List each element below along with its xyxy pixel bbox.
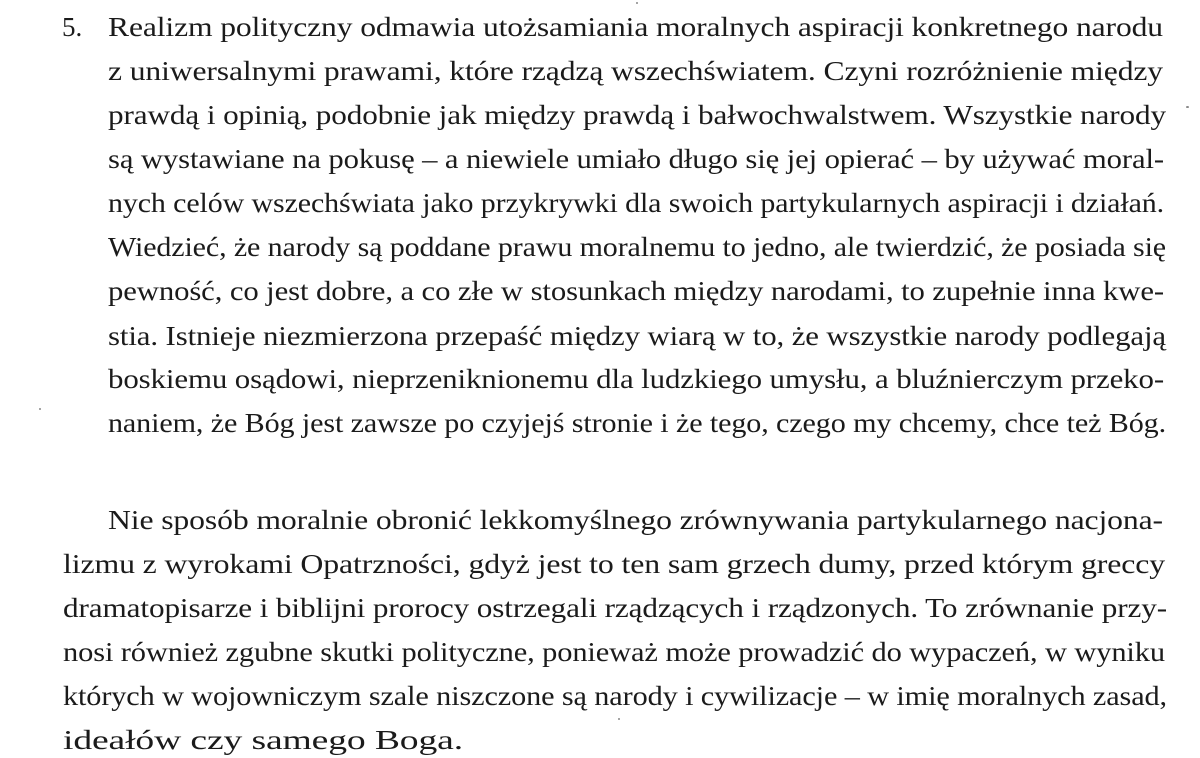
paragraph-line-5: których w wojowniczym szale niszczone są narody i cywilizacje – w imię moralnych zasad, bbox=[63, 681, 1167, 711]
paragraph-line-4: nosi również zgubne skutki polityczne, ponieważ może prowadzić do wypaczeń, w wyniku bbox=[63, 637, 1165, 667]
item-line-8: stia. Istnieje niezmierzona przepaść między wiarą w to, że wszystkie narody podlegają bbox=[108, 321, 1166, 351]
item-line-9: boskiemu osądowi, nieprzeniknionemu dla ludzkiego umysłu, a bluźnierczym przeko- bbox=[108, 364, 1164, 394]
scan-speck bbox=[636, 2, 638, 4]
item-line-5: nych celów wszechświata jako przykrywki dla swoich partykularnych aspiracji i działań. bbox=[108, 188, 1164, 218]
item-line-4: są wystawiane na pokusę – a niewiele umiało długo się jej opierać – by używać moral- bbox=[108, 144, 1164, 174]
paragraph-line-2: lizmu z wyrokami Opatrzności, gdyż jest to ten sam grzech dumy, przed którym greccy bbox=[63, 549, 1165, 579]
scan-speck bbox=[1186, 106, 1189, 108]
item-line-7: pewność, co jest dobre, a co złe w stosunkach między narodami, to zupełnie inna kwe- bbox=[108, 276, 1164, 306]
scan-speck bbox=[39, 408, 41, 410]
item-line-3: prawdą i opinią, podobnie jak między prawdą i bałwochwalstwem. Wszystkie narody bbox=[108, 100, 1166, 130]
item-line-10: naniem, że Bóg jest zawsze po czyjejś stronie i że tego, czego my chcemy, chce też Bóg. bbox=[108, 408, 1166, 438]
item-line-6: Wiedzieć, że narody są poddane prawu moralnemu to jedno, ale twierdzić, że posiada się bbox=[108, 232, 1166, 262]
paragraph-line-3: dramatopisarze i biblijni prorocy ostrzegali rządzących i rządzonych. To zrównanie przy- bbox=[63, 593, 1167, 623]
paragraph-line-1: Nie sposób moralnie obronić lekkomyślnego zrównywania partykularnego nacjona- bbox=[108, 505, 1163, 535]
paragraph-line-6: ideałów czy samego Boga. bbox=[63, 725, 463, 755]
item-number: 5. bbox=[62, 12, 83, 42]
item-line-2: z uniwersalnymi prawami, które rządzą wszechświatem. Czyni rozróżnienie między bbox=[108, 56, 1163, 86]
scan-speck bbox=[618, 718, 620, 720]
item-line-1: Realizm polityczny odmawia utożsamiania moralnych aspiracji konkretnego narodu bbox=[108, 12, 1163, 42]
